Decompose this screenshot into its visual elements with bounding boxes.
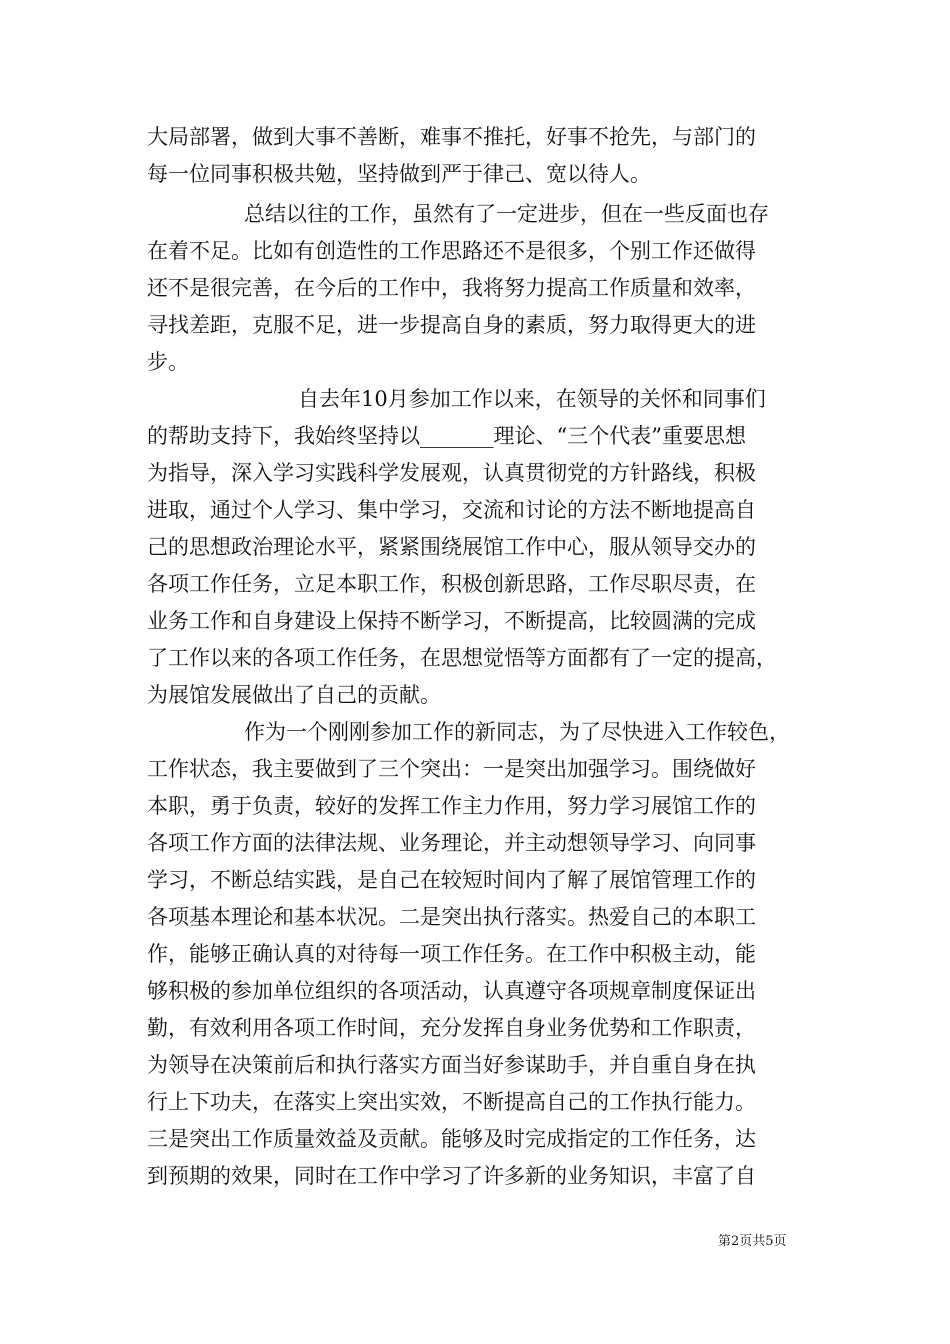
text-line: 学习，不断总结实践，是自己在较短时间内了解了展馆管理工作的 [147, 868, 756, 892]
text-line: 为指导，深入学习实践科学发展观，认真贯彻党的方针路线，积极 [147, 461, 756, 485]
text-line: 进取，通过个人学习、集中学习，交流和讨论的方法不断地提高自 [147, 498, 756, 522]
text-line: 三是突出工作质量效益及贡献。能够及时完成指定的工作任务，达 [147, 1127, 756, 1151]
text-line: 还不是很完善，在今后的工作中，我将努力提高工作质量和效率， [147, 276, 756, 300]
text-line: 行上下功夫，在落实上突出实效，不断提高自己的工作执行能力。 [147, 1090, 756, 1114]
text-line: 各项工作任务，立足本职工作，积极创新思路，工作尽职尽责，在 [147, 572, 756, 596]
text-line: 到预期的效果，同时在工作中学习了许多新的业务知识，丰富了自 [147, 1164, 756, 1188]
text-line: 作，能够正确认真的对待每一项工作任务。在工作中积极主动，能 [147, 942, 756, 966]
text-line: 本职，勇于负责，较好的发挥工作主力作用，努力学习展馆工作的 [147, 794, 756, 818]
text-line: 够积极的参加单位组织的各项活动，认真遵守各项规章制度保证出 [147, 979, 756, 1003]
text-line: 各项基本理论和基本状况。二是突出执行落实。热爱自己的本职工 [147, 905, 756, 929]
text-line: 了工作以来的各项工作任务，在思想觉悟等方面都有了一定的提高， [147, 646, 777, 670]
text-line: 步。 [147, 350, 189, 374]
text-line: 作为一个刚刚参加工作的新同志，为了尽快进入工作较色， [244, 720, 790, 744]
text-line: 大局部署，做到大事不善断，难事不推托，好事不抢先，与部门的 [147, 125, 756, 149]
text-line: 每一位同事积极共勉，坚持做到严于律己、宽以待人。 [147, 162, 651, 186]
text-line: 为展馆发展做出了自己的贡献。 [147, 683, 441, 707]
text-line: 总结以往的工作，虽然有了一定进步，但在一些反面也存 [244, 202, 769, 226]
text-line: 业务工作和自身建设上保持不断学习，不断提高，比较圆满的完成 [147, 609, 756, 633]
text-line: 自去年10月参加工作以来，在领导的关怀和同事们 [298, 387, 766, 411]
text-line: 的帮助支持下，我始终坚持以_______理论、“三个代表”重要思想 [147, 424, 746, 448]
text-line: 为领导在决策前后和执行落实方面当好参谋助手，并自重自身在执 [147, 1053, 756, 1077]
page-number-footer: 第2页共5页 [718, 1234, 787, 1249]
text-line: 寻找差距，克服不足，进一步提高自身的素质，努力取得更大的进 [147, 313, 756, 337]
text-line: 己的思想政治理论水平，紧紧围绕展馆工作中心，服从领导交办的 [147, 535, 756, 559]
text-line: 在着不足。比如有创造性的工作思路还不是很多，个别工作还做得 [147, 239, 756, 263]
text-line: 各项工作方面的法律法规、业务理论，并主动想领导学习、向同事 [147, 831, 756, 855]
text-line: 工作状态，我主要做到了三个突出：一是突出加强学习。围绕做好 [147, 757, 756, 781]
text-line: 勤，有效利用各项工作时间，充分发挥自身业务优势和工作职责， [147, 1016, 756, 1040]
